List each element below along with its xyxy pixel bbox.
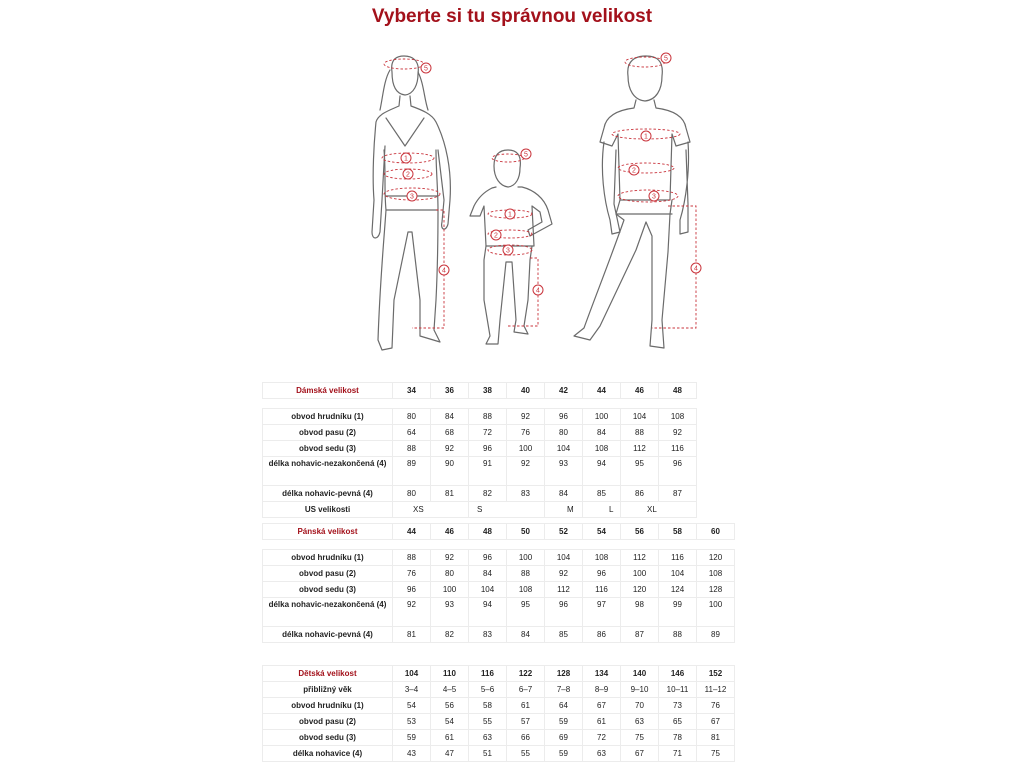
size-cell: 152 [697,666,735,682]
table-cell: 81 [393,627,431,643]
size-cell: 50 [507,524,545,540]
table-cell: 93 [431,598,469,627]
table-cell: 92 [431,550,469,566]
size-cell: 40 [507,383,545,399]
table-cell: 80 [545,425,583,441]
table-cell: 80 [393,409,431,425]
table-cell: 82 [469,486,507,502]
table-cell: 96 [659,457,697,486]
table-cell: 104 [659,566,697,582]
svg-text:4: 4 [442,267,446,275]
kids-size-table [262,665,735,762]
table-cell: 7–8 [545,682,583,698]
row-label: délka nohavic-nezakončená (4) [263,457,393,486]
size-cell: 128 [545,666,583,682]
men-size-table [262,523,735,643]
table-cell: 94 [469,598,507,627]
us-size-cell: XL [621,502,697,518]
row-label: přibližný věk [263,682,393,698]
table-cell: 67 [697,714,735,730]
badge-4-icon [533,285,543,295]
table-cell: 71 [659,746,697,762]
size-cell: 34 [393,383,431,399]
table-cell: 100 [583,409,621,425]
table-cell: 100 [697,598,735,627]
table-cell: 61 [583,714,621,730]
table-cell: 116 [583,582,621,598]
badge-1-icon [401,153,411,163]
size-cell: 44 [583,383,621,399]
measurement-figures [0,0,1024,370]
badge-3-icon [407,191,417,201]
table-cell: 104 [545,550,583,566]
table-cell: 86 [621,486,659,502]
us-size-cell: S [469,502,545,518]
table-cell: 63 [621,714,659,730]
table-cell: 61 [431,730,469,746]
table-cell: 72 [583,730,621,746]
table-row [263,698,735,714]
table-cell: 3–4 [393,682,431,698]
table-cell: 95 [507,598,545,627]
row-label: obvod sedu (3) [263,441,393,457]
table-cell: 67 [621,746,659,762]
table-cell: 67 [583,698,621,714]
table-cell: 88 [393,550,431,566]
table-cell: 96 [393,582,431,598]
table-cell: 84 [469,566,507,582]
table-row [263,714,735,730]
table-cell: 94 [583,457,621,486]
row-label: obvod sedu (3) [263,730,393,746]
table-cell: 100 [507,441,545,457]
size-cell: 46 [431,524,469,540]
table-cell: 75 [621,730,659,746]
size-cell: 48 [469,524,507,540]
table-cell: 98 [621,598,659,627]
table-cell: 73 [659,698,697,714]
men-header-row [263,524,735,540]
table-cell: 100 [507,550,545,566]
table-cell: 88 [469,409,507,425]
table-cell: 92 [507,409,545,425]
table-cell: 104 [545,441,583,457]
svg-text:3: 3 [506,247,510,255]
table-cell: 59 [545,746,583,762]
table-cell: 68 [431,425,469,441]
table-cell: 47 [431,746,469,762]
table-cell: 43 [393,746,431,762]
table-cell: 112 [621,441,659,457]
table-cell: 9–10 [621,682,659,698]
table-cell: 112 [621,550,659,566]
table-cell: 88 [621,425,659,441]
row-label: délka nohavic-pevná (4) [263,486,393,502]
table-row [263,566,735,582]
table-cell: 95 [621,457,659,486]
table-cell: 4–5 [431,682,469,698]
size-cell: 140 [621,666,659,682]
table-cell: 86 [583,627,621,643]
table-cell: 93 [545,457,583,486]
table-cell: 54 [431,714,469,730]
table-cell: 108 [583,550,621,566]
svg-text:4: 4 [694,265,698,273]
table-cell: 57 [507,714,545,730]
size-cell: 44 [393,524,431,540]
size-cell: 54 [583,524,621,540]
table-cell: 5–6 [469,682,507,698]
size-cell: 56 [621,524,659,540]
badge-3-icon [649,191,659,201]
table-row [263,598,735,627]
table-cell: 75 [697,746,735,762]
table-cell: 96 [545,598,583,627]
table-cell: 8–9 [583,682,621,698]
table-row [263,682,735,698]
table-row [263,746,735,762]
table-cell: 104 [469,582,507,598]
table-row [263,582,735,598]
us-size-cell: XS [393,502,469,518]
table-cell: 116 [659,550,697,566]
table-cell: 84 [507,627,545,643]
size-cell: 134 [583,666,621,682]
svg-text:2: 2 [632,167,636,175]
svg-text:3: 3 [652,193,656,201]
table-cell: 11–12 [697,682,735,698]
table-cell: 59 [545,714,583,730]
women-header-label: Dámská velikost [263,383,393,399]
table-cell: 55 [469,714,507,730]
row-label: obvod hrudníku (1) [263,550,393,566]
size-cell: 36 [431,383,469,399]
table-cell: 76 [697,698,735,714]
table-cell: 90 [431,457,469,486]
badge-2-icon [403,169,413,179]
svg-text:4: 4 [536,287,540,295]
page-title: Vyberte si tu správnou velikost [371,6,653,27]
badge-1-icon [641,131,651,141]
table-cell: 64 [545,698,583,714]
table-cell: 120 [697,550,735,566]
table-cell: 72 [469,425,507,441]
man-figure [574,56,690,348]
table-cell: 92 [545,566,583,582]
table-cell: 108 [507,582,545,598]
row-label: délka nohavic-nezakončená (4) [263,598,393,627]
badge-5-icon [661,53,671,63]
size-cell: 60 [697,524,735,540]
table-cell: 120 [621,582,659,598]
size-cell: 110 [431,666,469,682]
table-cell: 78 [659,730,697,746]
size-cell: 46 [621,383,659,399]
table-cell: 6–7 [507,682,545,698]
table-cell: 92 [507,457,545,486]
table-row [263,457,697,486]
table-cell: 76 [393,566,431,582]
table-cell: 89 [393,457,431,486]
size-cell: 58 [659,524,697,540]
table-cell: 99 [659,598,697,627]
table-cell: 85 [545,627,583,643]
table-cell: 63 [469,730,507,746]
us-size-cell: M [545,502,583,518]
table-cell: 83 [469,627,507,643]
row-label: obvod pasu (2) [263,566,393,582]
table-cell: 53 [393,714,431,730]
table-cell: 92 [431,441,469,457]
table-cell: 61 [507,698,545,714]
row-label: délka nohavic-pevná (4) [263,627,393,643]
us-size-row [263,502,697,518]
badge-2-icon [491,230,501,240]
table-cell: 108 [659,409,697,425]
table-cell: 81 [431,486,469,502]
table-cell: 87 [659,486,697,502]
row-label: délka nohavice (4) [263,746,393,762]
table-row [263,627,735,643]
badge-4-icon [691,263,701,273]
table-cell: 96 [469,550,507,566]
table-cell: 58 [469,698,507,714]
men-header-label: Pánská velikost [263,524,393,540]
badge-5-icon [421,63,431,73]
table-cell: 56 [431,698,469,714]
table-cell: 91 [469,457,507,486]
woman-figure [372,56,450,350]
table-cell: 83 [507,486,545,502]
table-cell: 84 [431,409,469,425]
table-cell: 70 [621,698,659,714]
table-row [263,486,697,502]
table-cell: 55 [507,746,545,762]
table-cell: 85 [583,486,621,502]
size-cell: 42 [545,383,583,399]
table-cell: 10–11 [659,682,697,698]
table-cell: 128 [697,582,735,598]
table-cell: 54 [393,698,431,714]
size-cell: 122 [507,666,545,682]
table-cell: 100 [431,582,469,598]
size-cell: 38 [469,383,507,399]
table-row [263,409,697,425]
women-header-row [263,383,697,399]
row-label: obvod hrudníku (1) [263,698,393,714]
kids-header-label: Dětská velikost [263,666,393,682]
table-cell: 116 [659,441,697,457]
table-cell: 100 [621,566,659,582]
table-cell: 84 [545,486,583,502]
svg-text:2: 2 [406,171,410,179]
row-label: US velikosti [263,502,393,518]
table-cell: 59 [393,730,431,746]
table-cell: 51 [469,746,507,762]
table-cell: 82 [431,627,469,643]
table-cell: 124 [659,582,697,598]
table-cell: 84 [583,425,621,441]
table-cell: 87 [621,627,659,643]
badge-1-icon [505,209,515,219]
table-cell: 96 [469,441,507,457]
table-cell: 96 [545,409,583,425]
table-cell: 81 [697,730,735,746]
svg-text:2: 2 [494,232,498,240]
row-label: obvod hrudníku (1) [263,409,393,425]
table-row [263,550,735,566]
table-cell: 97 [583,598,621,627]
badge-3-icon [503,245,513,255]
table-cell: 88 [507,566,545,582]
badge-2-icon [629,165,639,175]
table-cell: 108 [583,441,621,457]
table-cell: 112 [545,582,583,598]
badge-5-icon [521,149,531,159]
table-row [263,730,735,746]
kids-header-row [263,666,735,682]
table-row [263,425,697,441]
svg-text:5: 5 [524,151,528,159]
table-cell: 69 [545,730,583,746]
row-label: obvod pasu (2) [263,714,393,730]
table-cell: 92 [393,598,431,627]
table-cell: 96 [583,566,621,582]
size-cell: 48 [659,383,697,399]
table-cell: 80 [431,566,469,582]
row-label: obvod pasu (2) [263,425,393,441]
size-cell: 104 [393,666,431,682]
size-cell: 116 [469,666,507,682]
table-cell: 89 [697,627,735,643]
us-size-cell: L [583,502,621,518]
table-cell: 88 [393,441,431,457]
svg-text:5: 5 [664,55,668,63]
table-cell: 65 [659,714,697,730]
table-cell: 88 [659,627,697,643]
table-cell: 63 [583,746,621,762]
table-cell: 76 [507,425,545,441]
svg-text:5: 5 [424,65,428,73]
table-cell: 64 [393,425,431,441]
svg-text:1: 1 [644,133,648,141]
svg-text:1: 1 [404,155,408,163]
badge-4-icon [439,265,449,275]
svg-text:1: 1 [508,211,512,219]
table-row [263,441,697,457]
row-label: obvod sedu (3) [263,582,393,598]
table-cell: 104 [621,409,659,425]
size-cell: 52 [545,524,583,540]
table-cell: 66 [507,730,545,746]
size-cell: 146 [659,666,697,682]
table-cell: 80 [393,486,431,502]
svg-text:3: 3 [410,193,414,201]
table-cell: 92 [659,425,697,441]
table-cell: 108 [697,566,735,582]
women-size-table [262,382,697,518]
